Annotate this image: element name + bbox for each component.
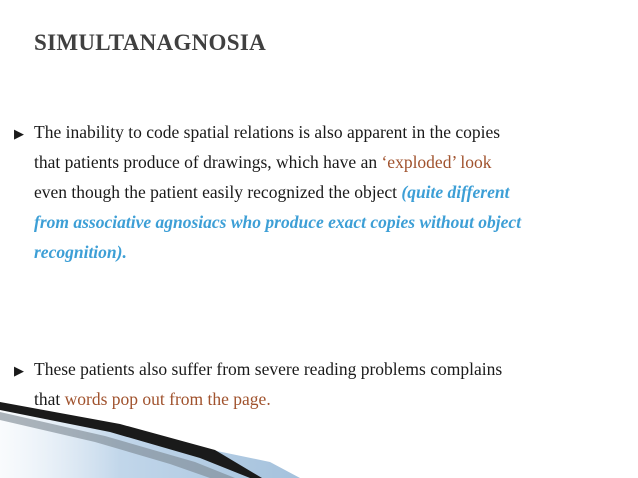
slide-title: SIMULTANAGNOSIA <box>34 30 266 55</box>
associative-agnosia-highlight: (quite different <box>401 182 510 202</box>
paragraph-spatial-relations <box>34 117 624 267</box>
words-pop-out-highlight: words pop out from the page. <box>64 389 271 409</box>
text-segment: that patients produce of drawings, which have an <box>34 152 382 172</box>
paragraph-line <box>34 354 624 384</box>
paragraph-line <box>34 147 624 177</box>
paragraph-line-highlight: recognition). <box>34 242 127 262</box>
paragraph-line-highlight: from associative agnosiacs who produce exact copies without object <box>34 212 522 232</box>
text-segment: The inability to code spatial relations is also apparent in the copies <box>34 122 501 142</box>
exploded-look-highlight: ‘exploded’ look <box>381 152 492 172</box>
decorative-swoosh <box>0 398 638 478</box>
text-segment: that <box>34 389 65 409</box>
paragraph-line <box>34 177 624 207</box>
paragraph-line <box>34 117 624 147</box>
bullet-arrow-icon: ▶ <box>14 363 24 378</box>
text-segment: even though the patient easily recognized the object <box>34 182 402 202</box>
bullet-arrow-icon: ▶ <box>14 126 24 141</box>
text-segment: These patients also suffer from severe reading problems complains <box>34 359 503 379</box>
